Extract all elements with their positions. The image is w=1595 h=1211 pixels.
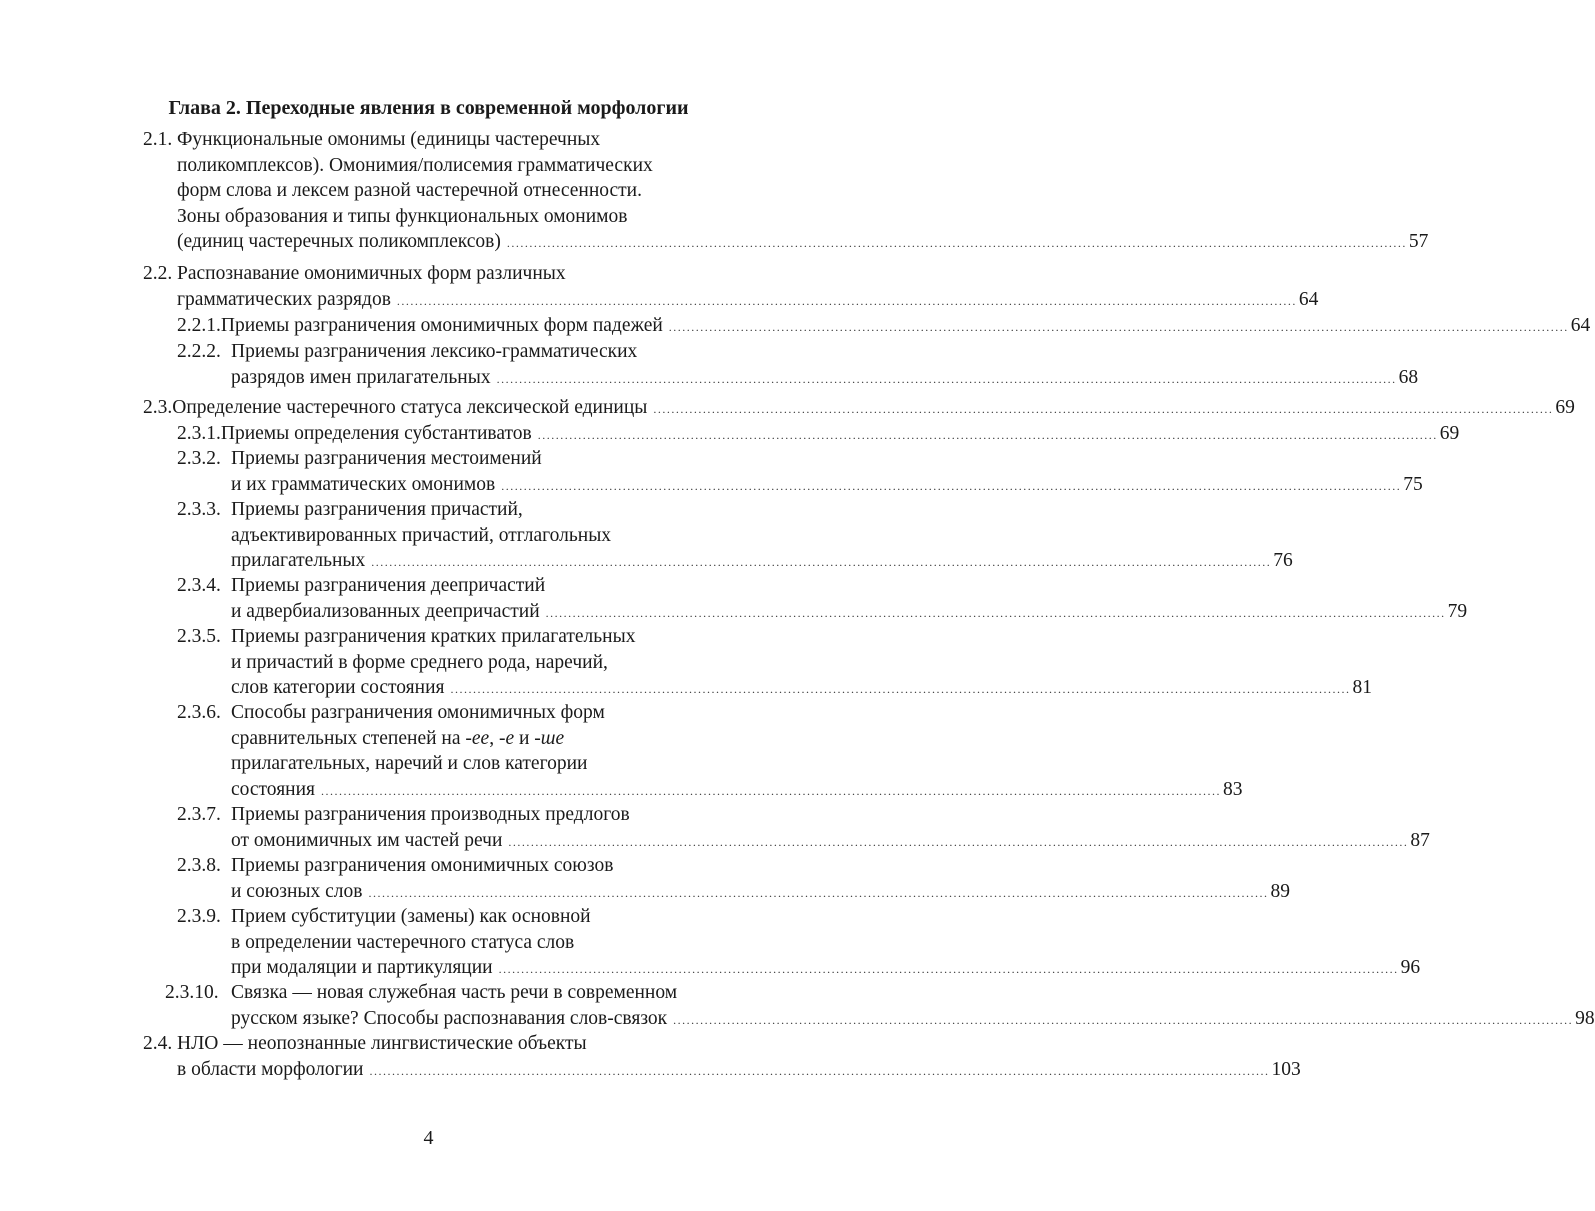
section-number: 2.3.2. bbox=[177, 448, 221, 469]
leader-dots: ........................................................................................................................................................................................................ bbox=[506, 236, 1407, 250]
section-title: и причастий в форме среднего рода, наречий, bbox=[231, 651, 608, 673]
toc-line bbox=[177, 178, 765, 204]
section-number: 2.3.6. bbox=[177, 702, 221, 723]
leader-dots: ........................................................................................................................................................................................................ bbox=[668, 320, 1569, 334]
toc-line bbox=[231, 472, 1423, 498]
section-title: Приемы разграничения кратких прилагательных bbox=[231, 626, 636, 647]
section-title: и адвербиализованных деепричастий bbox=[231, 600, 540, 622]
toc-line bbox=[177, 204, 765, 230]
toc-line bbox=[143, 395, 1575, 421]
toc-line bbox=[177, 573, 765, 599]
section-page: 76 bbox=[1273, 550, 1293, 571]
section-title: в определении частеречного статуса слов bbox=[231, 931, 575, 953]
section-title: грамматических разрядов bbox=[177, 288, 391, 310]
section-title: Приемы определения субстантиватов bbox=[220, 423, 532, 444]
section-title: форм слова и лексем разной частеречной отнесенности. bbox=[177, 180, 642, 201]
section-title: прилагательных, наречий и слов категории bbox=[231, 753, 588, 774]
section-title: Приемы разграничения производных предлогов bbox=[231, 804, 630, 825]
toc-line bbox=[177, 497, 765, 523]
toc-line bbox=[231, 930, 765, 956]
leader-dots: ........................................................................................................................................................................................................ bbox=[673, 1012, 1574, 1027]
section-title: Распознавание омонимичных форм различных bbox=[177, 263, 566, 284]
toc-line bbox=[177, 313, 1591, 339]
section-number: 2.3.5. bbox=[177, 626, 221, 647]
section-page: 75 bbox=[1403, 473, 1423, 495]
toc-line bbox=[231, 650, 765, 676]
leader-dots: ........................................................................................................................................................................................................ bbox=[653, 402, 1554, 416]
section-title: НЛО — неопознанные лингвистические объекты bbox=[177, 1033, 587, 1054]
toc-line bbox=[177, 904, 765, 930]
leader-dots: ........................................................................................................................................................................................................ bbox=[450, 682, 1351, 696]
toc-line bbox=[143, 127, 765, 153]
section-title: (единиц частеречных поликомплексов) bbox=[177, 231, 501, 252]
section-number: 2.3.10. bbox=[165, 982, 219, 1003]
section-number: 2.3.3. bbox=[177, 499, 221, 520]
section-title: Приемы разграничения омонимичных союзов bbox=[231, 855, 614, 876]
section-title: Функциональные омонимы (единицы частеречных bbox=[177, 129, 601, 150]
section-page: 79 bbox=[1447, 600, 1468, 622]
section-title: и их грамматических омонимов bbox=[231, 473, 496, 495]
toc-line bbox=[231, 523, 765, 549]
section-title: Прием субституции (замены) как основной bbox=[231, 906, 591, 927]
leader-dots: ........................................................................................................................................................................................................ bbox=[498, 962, 1399, 976]
section-title: адъективированных причастий, отглагольных bbox=[231, 524, 612, 546]
section-page: 81 bbox=[1352, 677, 1372, 698]
toc-line bbox=[177, 287, 1319, 313]
section-number: 2.3.7. bbox=[177, 804, 221, 825]
section-page: 57 bbox=[1408, 231, 1429, 252]
leader-dots: ........................................................................................................................................................................................................ bbox=[496, 371, 1397, 386]
section-number: 2.2. bbox=[143, 263, 173, 284]
toc-line bbox=[231, 1006, 1595, 1032]
section-number: 2.1. bbox=[143, 129, 173, 150]
section-title: и союзных слов bbox=[231, 880, 363, 902]
section-page: 64 bbox=[1298, 288, 1319, 310]
section-title: Приемы разграничения омонимичных форм падежей bbox=[220, 315, 663, 336]
toc-line bbox=[177, 153, 765, 179]
section-title: Приемы разграничения деепричастий bbox=[231, 575, 546, 596]
section-title: состояния bbox=[231, 778, 315, 800]
toc-line bbox=[177, 700, 765, 726]
toc-line bbox=[177, 853, 765, 879]
section-page: 89 bbox=[1270, 880, 1290, 902]
toc-line bbox=[231, 599, 1468, 625]
section-page: 96 bbox=[1400, 957, 1421, 978]
toc-line bbox=[143, 1031, 765, 1057]
page-number: 4 bbox=[423, 1127, 434, 1149]
section-title: сравнительных степеней на -ее, -е и -ше bbox=[231, 727, 565, 749]
leader-dots: ........................................................................................................................................................................................................ bbox=[508, 834, 1409, 849]
toc-line bbox=[177, 446, 765, 472]
toc-line bbox=[231, 879, 1290, 905]
section-number: 2.3.9. bbox=[177, 906, 221, 927]
section-page: 69 bbox=[1439, 423, 1460, 444]
section-page: 64 bbox=[1570, 315, 1591, 336]
leader-dots: ........................................................................................................................................................................................................ bbox=[545, 605, 1446, 620]
section-number: 2.2.2. bbox=[177, 341, 221, 362]
toc-line bbox=[177, 802, 765, 828]
chapter-title: Глава 2. Переходные явления в современной морфологии bbox=[168, 97, 689, 119]
section-title: Связка — новая служебная часть речи в современном bbox=[231, 982, 678, 1003]
section-number: 2.3. bbox=[143, 397, 173, 418]
section-title: поликомплексов). Омонимия/полисемия грамматических bbox=[177, 154, 653, 176]
section-number: 2.3.4. bbox=[177, 575, 221, 596]
section-title: русском языке? Способы распознавания слов-связок bbox=[231, 1007, 668, 1029]
leader-dots: ........................................................................................................................................................................................................ bbox=[396, 293, 1297, 308]
section-title: в области морфологии bbox=[177, 1058, 364, 1080]
section-title: Приемы разграничения причастий, bbox=[231, 499, 523, 520]
toc-line bbox=[231, 751, 765, 777]
section-page: 83 bbox=[1223, 778, 1243, 800]
leader-dots: ........................................................................................................................................................................................................ bbox=[501, 478, 1402, 493]
section-number: 2.3.8. bbox=[177, 855, 221, 876]
section-number: 2.3.1. bbox=[177, 423, 221, 444]
leader-dots: ........................................................................................................................................................................................................ bbox=[369, 1063, 1270, 1078]
toc-line bbox=[177, 1057, 1301, 1083]
section-page: 87 bbox=[1410, 829, 1430, 851]
leader-dots: ........................................................................................................................................................................................................ bbox=[537, 428, 1438, 442]
section-page: 68 bbox=[1398, 366, 1419, 388]
toc-line bbox=[231, 726, 765, 752]
toc-line bbox=[231, 777, 1243, 803]
section-number: 2.4. bbox=[143, 1033, 173, 1054]
toc-line bbox=[143, 261, 765, 287]
toc-line bbox=[231, 365, 1419, 391]
toc-line bbox=[177, 339, 765, 365]
section-page: 98 bbox=[1575, 1007, 1595, 1029]
section-title: Приемы разграничения лексико-грамматических bbox=[231, 341, 638, 362]
section-title: Приемы разграничения местоимений bbox=[231, 448, 542, 469]
leader-dots: ........................................................................................................................................................................................................ bbox=[321, 783, 1221, 798]
toc-line bbox=[231, 675, 1372, 701]
section-title: прилагательных bbox=[231, 550, 366, 571]
toc-line bbox=[177, 421, 1460, 447]
leader-dots: ........................................................................................................................................................................................................ bbox=[371, 555, 1272, 569]
toc-line bbox=[177, 624, 765, 650]
section-title: разрядов имен прилагательных bbox=[231, 366, 491, 388]
section-title: слов категории состояния bbox=[231, 677, 445, 698]
leader-dots: ........................................................................................................................................................................................................ bbox=[368, 885, 1269, 900]
section-title: Способы разграничения омонимичных форм bbox=[231, 702, 605, 723]
section-title: Зоны образования и типы функциональных омонимов bbox=[177, 205, 628, 227]
section-number: 2.2.1. bbox=[177, 315, 221, 336]
section-title: при модаляции и партикуляции bbox=[231, 957, 493, 978]
section-title: Определение частеречного статуса лексической единицы bbox=[172, 397, 648, 418]
section-page: 103 bbox=[1271, 1058, 1301, 1080]
section-title: от омонимичных им частей речи bbox=[231, 829, 503, 851]
toc-line bbox=[231, 828, 1430, 854]
toc-line bbox=[165, 980, 765, 1006]
section-page: 69 bbox=[1555, 397, 1575, 418]
toc-line bbox=[231, 955, 1421, 981]
toc-line bbox=[177, 229, 1429, 255]
toc-line bbox=[231, 548, 1293, 574]
